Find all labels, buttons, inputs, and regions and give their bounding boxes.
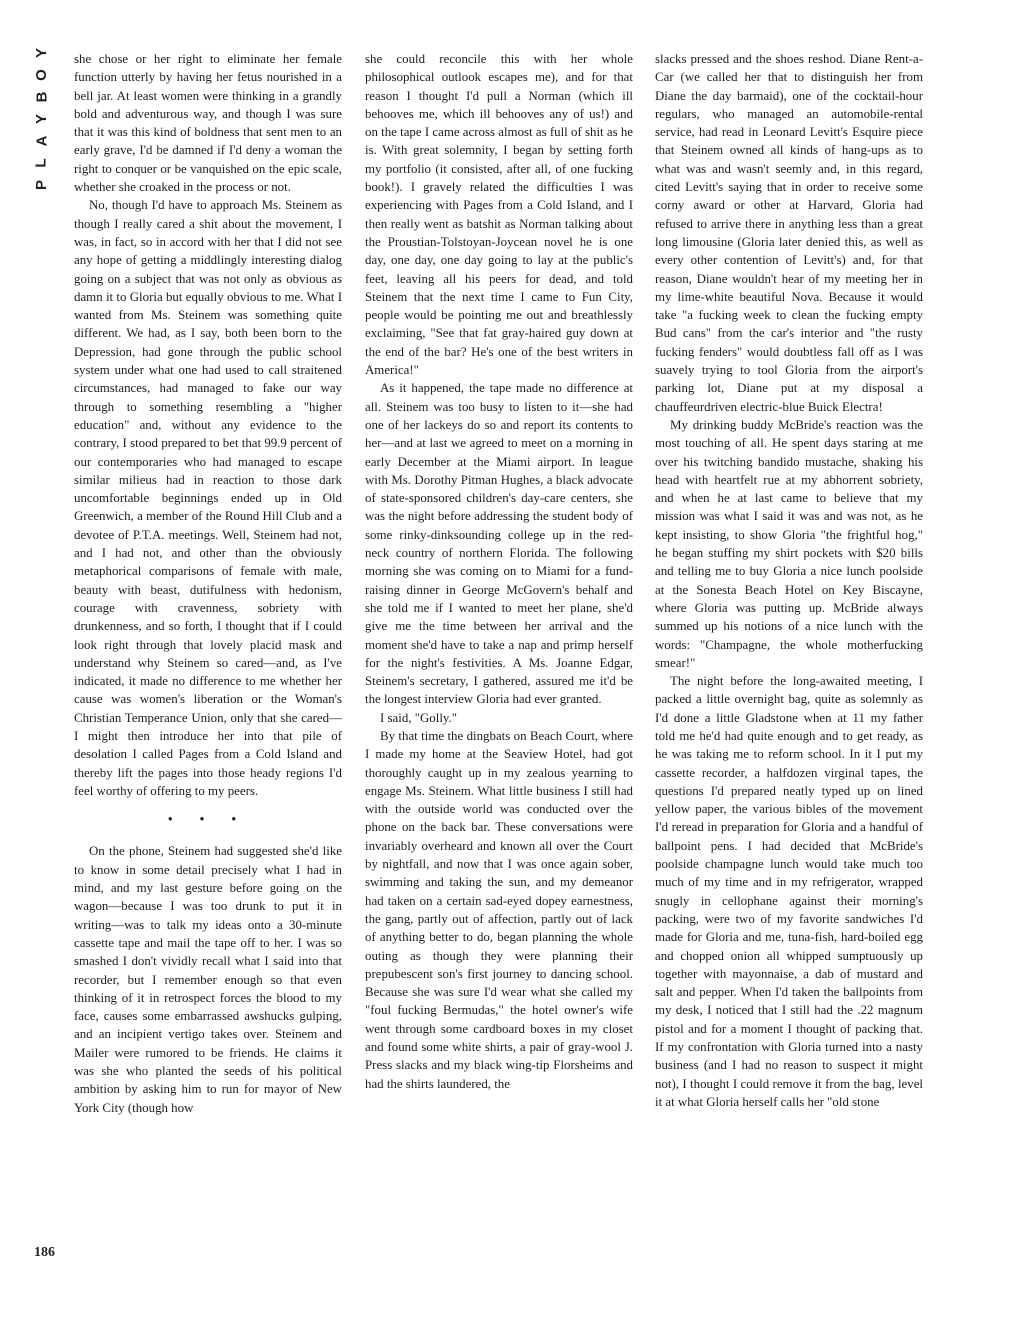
paragraph: My drinking buddy McBride's reaction was the most touching of all. He spent days staring at me over his twitching bandido mustache, shaking his head with heartfelt rue at my abhorrent sobriety, and when he at last came to believe that my mission was what I said it was and was not, as he kept insisting, to show Gloria "the frightful hog," he began stuffing my shirt pockets with $20 bills and telling me to buy Gloria a nice lunch poolside at the Sonesta Beach Hotel on Key Biscayne, where Gloria was putting up. McBride always summed up his notions of a nice lunch with the words: "Champagne, the whole motherfucking smear!"	[655, 417, 923, 670]
masthead-letter: B	[33, 91, 50, 103]
paragraph: she chose or her right to eliminate her female function utterly by having her fetus nourished in a bell jar. At least women were thinking in a grandly bold and adventurous way, and though I was sure that it was this kind of boldness that sent men to an early grave, I'd be damned if I'd deny a woman the right to conquer or be vanquished on the epic scale, whether she croaked in the process or not.	[74, 52, 342, 195]
text-column-2	[365, 50, 633, 1093]
paragraph: By that time the dingbats on Beach Court, where I made my home at the Seaview Hotel, had got thoroughly caught up in my zealous yearning to engage Ms. Steinem. What little business I still had with the outside world was conducted over the phone on the back bar. These conversations were invariably overheard and known all over the Court by nightfall, and now that I was once again sober, swimming and taking the sun, and my demeanor had taken on a certain sad-eyed dopey earnestness, the gang, partly out of affection, partly out of lack of anything better to do, began planning the whole outing as though they were planning their prepubescent son's first journey to dancing school. Because she was sure I'd wear what she called my "foul fucking Bermudas," the hotel owner's wife went through some cardboard boxes in my closet and found some white shirts, a pair of gray-wool J. Press slacks and my black wing-tip Florsheims and had the shirts laundered, the	[365, 728, 633, 1091]
text-column-3	[655, 50, 923, 1111]
masthead-letter: L	[32, 158, 50, 168]
masthead-letter: Y	[32, 113, 50, 125]
paragraph: I said, "Golly."	[380, 710, 457, 725]
paragraph: The night before the long-awaited meeting, I packed a little overnight bag, quite as solemnly as I'd done a little Gladstone when at 11 my father told me he'd had quite enough and to get ready, as he was taking me to reform school. In it I put my cassette recorder, a halfdozen virginal tapes, the questions I'd prepared neatly typed up on lined yellow paper, the various bibles of the movement I'd reread in preparation for Gloria and a handful of ballpoint pens. I had decided that McBride's poolside champagne lunch would take much too much of my time and in my refrigerator, wrapped snugly in cellophane against their morning's packing, were two of my favorite sandwiches I'd made for Gloria and me, tuna-fish, hard-boiled egg and chopped onion all whipped sumptuously up together with mayonnaise, a dab of mustard and salt and pepper. When I'd taken the ballpoints from my desk, I noticed that I still had the .22 magnum pistol and for a moment I thought of packing that. If my confrontation with Gloria turned into a nasty business (and I had no reason to suspect it might not), I thought I could remove it from the bag, level it at what Gloria herself calls her "old stone	[655, 674, 923, 1109]
paragraph: she could reconcile this with her whole philosophical outlook escapes me), and for that reason I thought I'd pull a Norman (which ill behooves me, which ill behooves any of us!) and on the tape I came across almost as full of shit as he is. With great solemnity, I began by setting forth my portfolio (it consisted, after all, of one fucking book!). I gravely related the difficulties I was experiencing with Pages from a Cold Island, and I then really went as batshit as Norman talking about the Proustian-Tolstoyan-Joycean novel he is one day, one day, one day going to lay at the public's feet, leaving all his peers for dead, and told Steinem that the next time I came to Fun City, people would be pointing me out and breathlessly exclaiming, "See that fat gray-haired guy down at the end of the bar? He's one of the best writers in America!"	[365, 52, 633, 378]
section-break: • • •	[168, 812, 248, 827]
paragraph: On the phone, Steinem had suggested she'd like to know in some detail precisely what I had in mind, and my last gesture before going on the wagon—because I was too drunk to put it in writing—was to talk my ideas onto a 30-minute cassette tape and mail the tape off to her. I was so smashed I don't vividly recall what I said into that recorder, but I remember enough so that even thinking of it in retrospect forces the blood to my face, causes some embarrassed awshucks gulping, and an incipient vertigo takes over. Steinem and Mailer were rumored to be friends. He claims it was she who planted the seeds of his political ambition by asking him to run for mayor of New York City (though how	[74, 844, 342, 1115]
masthead-letter: P	[32, 179, 50, 191]
paragraph: slacks pressed and the shoes reshod. Diane Rent-a-Car (we called her that to distinguish her from Diane the day barmaid), one of the cocktail-hour regulars, who managed an automobile-rental service, had read in Leonard Levitt's Esquire piece that Steinem owned all kinds of hang-ups as to what was and wasn't seemly and, in this regard, cited Levitt's saying that in order to receive some corny award or other at Harvard, Gloria had refused to arrive there in anything less than a great long limousine (Gloria later denied this, as well as every other contention of Levitt's) and, for that reason, Diane wouldn't hear of my meeting her in my lime-white beautiful Nova. Because it would take "a fucking week to clean the fucking empty Bud cans" from the car's interior and "the rusty fucking fenders" would doubtless fall off as I was suavely trying to tool Gloria from the airport's parking lot, Diane put at my disposal a chauffeurdriven electric-blue Buick Electra!	[655, 52, 923, 414]
paragraph: As it happened, the tape made no difference at all. Steinem was too busy to listen to it—she had one of her lackeys do so and report its contents to her—and at last we agreed to meet on a morning in early December at the Miami airport. In league with Ms. Dorothy Pitman Hughes, a black advocate of state-sponsored children's day-care centers, she was the night before addressing the student body of some rinky-dinksounding college up in the red-neck country of northern Florida. The following morning she was coming on to Miami for a fund-raising dinner in George McGovern's behalf and she told me if I wanted to meet her plane, she'd give me the time between her arrival and the moment she'd have to take a nap and primp herself for the night's festivities. A Ms. Joanne Edgar, Steinem's secretary, I gathered, assured me it'd be the longest interview Gloria had ever granted.	[365, 381, 633, 707]
paragraph: No, though I'd have to approach Ms. Steinem as though I really cared a shit about the movement, I was, in fact, so in accord with her that I did not see any hope of getting a middlingly interesting dialog going on a subject that was not only as obvious as damn it to Gloria but equally obvious to me. What I wanted from Ms. Steinem was something quite different. We had, as I say, both been born to the Depression, had gone through the public school system under what one had used to call straitened circumstances, had managed to fake our way through to something resembling a "higher education" and, without any evidence to the contrary, I stood prepared to bet that 99.9 percent of our contemporaries who had managed to escape similar milieus had in reaction to those dark uncomfortable beginnings ended up in Old Greenwich, a member of the Round Hill Club and a devotee of P.T.A. meetings. Well, Steinem had not, and I had not, and other than the obviously metaphorical comparisons of female with male, beauty with beast, dutifulness with hedonism, courage with cravenness, sobriety with drunkenness, and so forth, I thought that if I could look right through that lovely placid mask and understand why Steinem so cared—and, as I've indicated, it made no difference to me whether her cause was women's liberation or the Woman's Christian Temperance Union, only that she cared—I might then introduce her into that pile of desolation I called Pages from a Cold Island and thereby lift the pages into those heady regions I'd feel worthy of offering to my peers.	[74, 198, 342, 798]
page-number: 186	[34, 1245, 55, 1260]
playboy-masthead	[34, 42, 50, 196]
masthead-letter: A	[33, 135, 50, 147]
masthead-letter: O	[32, 69, 50, 81]
text-column-1	[74, 50, 342, 1117]
masthead-letter: Y	[32, 47, 50, 59]
